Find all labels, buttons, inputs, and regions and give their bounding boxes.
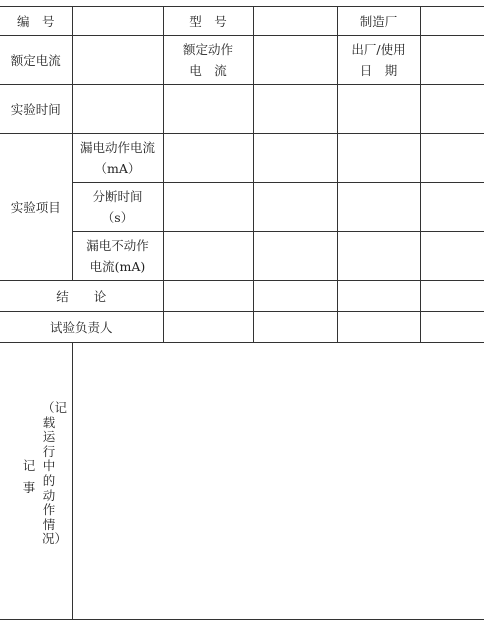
test-time-cell-4[interactable] <box>420 85 484 134</box>
serial-label-cell <box>0 7 72 36</box>
break-time-cell-2[interactable] <box>253 183 337 232</box>
maker-label-cell <box>337 7 420 36</box>
leak-nonaction-cell-3[interactable] <box>337 232 420 281</box>
leak-nonaction-label: 漏电不动作 电流(mA) <box>86 238 149 274</box>
row-serial <box>0 7 484 36</box>
date-label: 出厂/使用 日 期 <box>351 42 406 78</box>
leak-action-cell-4[interactable] <box>420 134 484 183</box>
responsible-cell-1[interactable] <box>163 312 253 343</box>
test-time-label: 实验时间 <box>10 101 61 117</box>
break-time-cell-4[interactable] <box>420 183 484 232</box>
conclusion-label: 结 论 <box>56 288 107 304</box>
row-leak-action <box>0 134 484 183</box>
responsible-label-cell <box>0 312 163 343</box>
test-time-empty-cell <box>72 85 163 134</box>
date-value-cell[interactable] <box>420 36 484 85</box>
serial-label: 编 号 <box>16 13 55 29</box>
responsible-cell-3[interactable] <box>337 312 420 343</box>
conclusion-cell-2[interactable] <box>253 281 337 312</box>
responsible-cell-2[interactable] <box>253 312 337 343</box>
date-label-cell <box>337 36 420 85</box>
conclusion-cell-1[interactable] <box>163 281 253 312</box>
maker-label: 制造厂 <box>359 13 398 29</box>
rated-action-label-cell <box>163 36 253 85</box>
leak-action-cell-3[interactable] <box>337 134 420 183</box>
break-time-cell-3[interactable] <box>337 183 420 232</box>
notes-vertical-note: （记载运行中的动作情况） <box>42 400 68 547</box>
model-label: 型 号 <box>189 13 227 29</box>
test-time-cell-3[interactable] <box>337 85 420 134</box>
leak-nonaction-cell-2[interactable] <box>253 232 337 281</box>
notes-label-cell <box>0 343 72 620</box>
leak-nonaction-label-cell <box>72 232 163 281</box>
conclusion-label-cell <box>0 281 163 312</box>
leak-action-label: 漏电动作电流 （mA） <box>79 140 155 176</box>
row-responsible <box>0 312 484 343</box>
leak-nonaction-cell-1[interactable] <box>163 232 253 281</box>
model-label-cell <box>163 7 253 36</box>
break-time-label-cell <box>72 183 163 232</box>
notes-label-block <box>0 343 72 619</box>
test-time-label-cell <box>0 85 72 134</box>
responsible-label: 试验负责人 <box>49 319 113 335</box>
test-record-table <box>0 6 484 620</box>
test-items-label-cell <box>0 134 72 281</box>
responsible-cell-4[interactable] <box>420 312 484 343</box>
leak-action-cell-2[interactable] <box>253 134 337 183</box>
test-items-label: 实验项目 <box>10 199 61 215</box>
maker-value-cell[interactable] <box>420 7 484 36</box>
leak-nonaction-cell-4[interactable] <box>420 232 484 281</box>
row-conclusion <box>0 281 484 312</box>
row-break-time <box>0 183 484 232</box>
break-time-label: 分断时间 （s） <box>92 189 143 225</box>
test-time-cell-2[interactable] <box>253 85 337 134</box>
serial-value-cell[interactable] <box>72 7 163 36</box>
row-test-time <box>0 85 484 134</box>
rated-action-label: 额定动作 电 流 <box>182 42 233 78</box>
notes-area[interactable] <box>72 343 484 620</box>
leak-action-cell-1[interactable] <box>163 134 253 183</box>
model-value-cell[interactable] <box>253 7 337 36</box>
row-rated <box>0 36 484 85</box>
notes-side-label: 记事 <box>22 458 36 495</box>
row-notes <box>0 343 484 620</box>
conclusion-cell-4[interactable] <box>420 281 484 312</box>
leak-action-label-cell <box>72 134 163 183</box>
rated-current-value-cell[interactable] <box>72 36 163 85</box>
rated-current-label: 额定电流 <box>10 52 61 68</box>
rated-action-value-cell[interactable] <box>253 36 337 85</box>
break-time-cell-1[interactable] <box>163 183 253 232</box>
test-time-cell-1[interactable] <box>163 85 253 134</box>
conclusion-cell-3[interactable] <box>337 281 420 312</box>
row-leak-nonaction <box>0 232 484 281</box>
rated-current-label-cell <box>0 36 72 85</box>
